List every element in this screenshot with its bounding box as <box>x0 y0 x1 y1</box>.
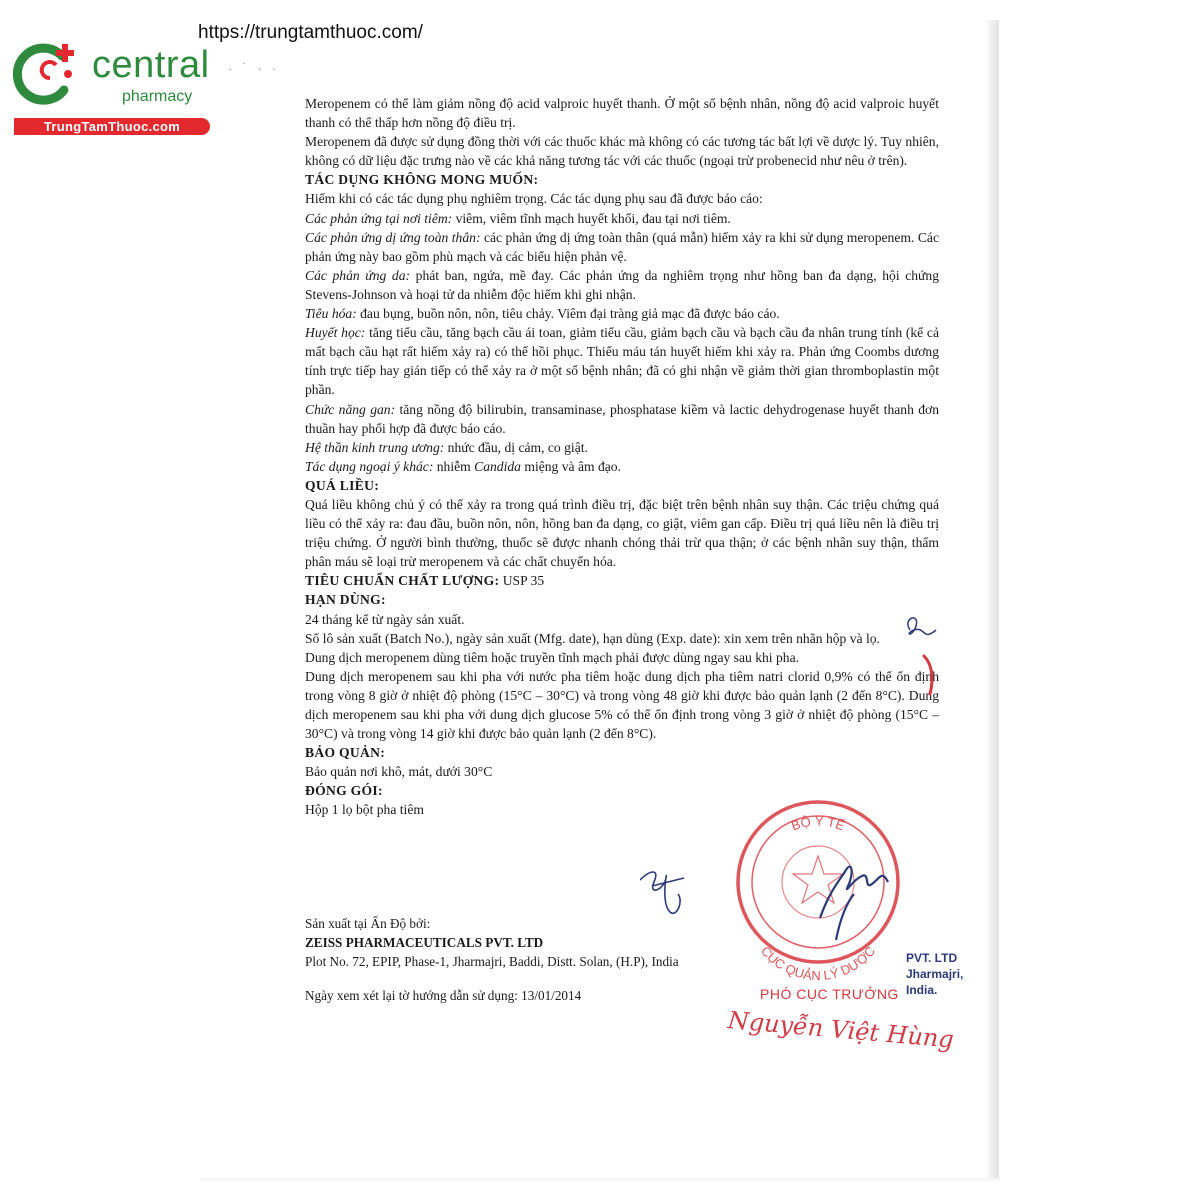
company-stamp-line-1: PVT. LTD <box>906 951 958 965</box>
official-name-signature: Nguyễn Việt Hùng <box>726 1006 955 1054</box>
quality-value: USP 35 <box>499 573 545 589</box>
paragraph-interactions: Meropenem đã được sử dụng đồng thời với các thuốc khác mà không có các tương tác bất lợi về dược lý. Tuy nhiên, không có dữ liệu đặc trưng nào về các khả năng tương tác với các thuốc (ngoại trừ probenecid như nêu ở trên). <box>305 134 939 169</box>
adverse-other <box>305 457 939 476</box>
company-stamp <box>906 950 963 998</box>
paragraph-valproic: Meropenem có thể làm giảm nồng độ acid valproic huyết thanh. Ở một số bệnh nhân, nồng độ acid valproic huyết thanh có thể thấp hơn nồng độ điều trị. <box>305 96 939 131</box>
company-signature-icon <box>640 872 684 913</box>
adverse-hematology <box>305 323 939 399</box>
made-in-label: Sản xuất tại Ấn Độ bởi: <box>305 916 431 931</box>
adverse-systemic-label: Các phản ứng dị ứng toàn thân: <box>305 229 481 245</box>
manufacturer-address: Plot No. 72, EPIP, Phase-1, Jharmajri, Baddi, Distt. Solan, (H.P), India <box>305 954 679 969</box>
brand-subtitle: pharmacy <box>122 88 193 105</box>
adverse-other-label: Tác dụng ngoại ý khác: <box>305 458 434 474</box>
adverse-injection-label: Các phản ứng tại nơi tiêm: <box>305 210 453 226</box>
seal-bottom-text: CỤC QUẢN LÝ DƯỢC <box>757 943 879 984</box>
margin-initials-icon <box>896 608 956 698</box>
expiry-line-1: 24 tháng kể từ ngày sản xuất. <box>305 611 465 627</box>
overdose-text: Quá liều không chủ ý có thể xảy ra trong quá trình điều trị, đặc biệt trên bệnh nhân suy thận. Các triệu chứng quá liều có thể xảy ra: đau đầu, buồn nôn, nôn, hồng ban đa dạng, co giật, viêm gan cấp. Điều trị quá liều nên là điều trị triệu chứng. Ở người bình thường, thuốc sẽ được nhanh chóng thải trừ qua thận; ở các bệnh nhân suy thận, thẩm phân máu sẽ loại trừ meropenem và các chất chuyển hóa. <box>305 496 939 570</box>
adverse-other-text-b: miệng và âm đạo. <box>520 458 622 474</box>
adverse-gastro <box>305 304 939 323</box>
quality-standard <box>305 571 939 590</box>
seal-top-text: BỘ Y TẾ <box>789 813 847 834</box>
expiry-line-2: Số lô sản xuất (Batch No.), ngày sản xuất (Mfg. date), hạn dùng (Exp. date): xin xem trên nhãn hộp và lọ. <box>305 630 880 646</box>
page-edge-shadow <box>985 20 999 1180</box>
adverse-cns-label: Hệ thần kinh trung ương: <box>305 439 445 455</box>
heading-adverse-effects: TÁC DỤNG KHÔNG MONG MUỐN: <box>305 172 539 188</box>
manufacturer-name: ZEISS PHARMACEUTICALS PVT. LTD <box>305 935 544 950</box>
heading-overdose: QUÁ LIỀU: <box>305 477 380 493</box>
expiry-line-3: Dung dịch meropenem dùng tiêm hoặc truyền tĩnh mạch phải được dùng ngay sau khi pha. <box>305 649 799 665</box>
brand-banner: TrungTamThuoc.com <box>14 118 210 135</box>
brand-name: central <box>92 44 210 86</box>
adverse-liver <box>305 400 939 438</box>
heading-quality: TIÊU CHUẨN CHẤT LƯỢNG: <box>305 573 500 589</box>
scan-noise: · ˙ · · <box>228 60 280 76</box>
adverse-other-text-a: nhiễm <box>433 458 475 474</box>
page-bottom-edge <box>200 1178 1000 1182</box>
packing-text: Hộp 1 lọ bột pha tiêm <box>305 802 424 818</box>
pharmacy-logo-icon <box>10 38 82 110</box>
company-stamp-line-2: Jharmajri, <box>906 967 964 981</box>
heading-expiry: HẠN DÙNG: <box>305 592 386 608</box>
adverse-injection-text: viêm, viêm tĩnh mạch huyết khối, đau tại nơi tiêm. <box>452 210 731 226</box>
svg-text:BỘ Y TẾ <box>789 814 847 834</box>
adverse-skin-text: phát ban, ngứa, mề đay. Các phản ứng da nghiêm trọng như hồng ban đa dạng, hội chứng Stevens-Johnson và hoại tử da nhiễm độc hiếm khi ghi nhận. <box>305 267 939 302</box>
adverse-hematology-label: Huyết học: <box>305 325 366 341</box>
adverse-systemic-allergy <box>305 228 939 266</box>
company-stamp-line-3: India. <box>906 983 938 997</box>
adverse-other-candida: Candida <box>474 458 521 474</box>
storage-text: Bảo quản nơi khô, mát, dưới 30°C <box>305 764 493 780</box>
leaflet-body <box>305 94 939 820</box>
expiry-line-4: Dung dịch meropenem sau khi pha với nước pha tiêm hoặc dung dịch pha tiêm natri clorid 0,9% có thể ổn định trong vòng 8 giờ ở nhiệt độ phòng (15°C – 30°C) và trong vòng 48 giờ khi được bảo quản lạnh (2 đến 8°C). Dung dịch meropenem sau khi pha với dung dịch glucose 5% có thể ổn định trong vòng 3 giờ ở nhiệt độ phòng (15°C – 30°C) và trong vòng 14 giờ khi được bảo quản lạnh (2 đến 8°C). <box>305 668 939 742</box>
adverse-cns <box>305 438 939 457</box>
heading-storage: BẢO QUẢN: <box>305 745 386 761</box>
review-date: Ngày xem xét lại tờ hướng dẫn sử dụng: 13/01/2014 <box>305 988 582 1003</box>
adverse-skin <box>305 266 939 304</box>
adverse-hematology-text: tăng tiểu cầu, tăng bạch cầu ái toan, giảm tiểu cầu, giảm bạch cầu và bạch cầu đa nhân trung tính (kể cả mất bạch cầu hạt rất hiếm xảy ra) có thể hồi phục. Thiếu máu tán huyết hiếm khi xảy ra. Phản ứng Coombs dương tính trực tiếp hay gián tiếp có thể xảy ra ở một số bệnh nhân; đã có ghi nhận về giảm thời gian thromboplastin một phần. <box>305 325 939 398</box>
adverse-systemic-text: các phản ứng dị ứng toàn thân (quá mẫn) hiếm xảy ra khi sử dụng meropenem. Các phản ứng này bao gồm phù mạch và các biểu hiện phản vệ. <box>305 229 939 264</box>
site-url[interactable]: https://trungtamthuoc.com/ <box>198 22 423 43</box>
adverse-skin-label: Các phản ứng da: <box>305 267 411 283</box>
adverse-injection-site <box>305 209 939 228</box>
adverse-intro: Hiếm khi có các tác dụng phụ nghiêm trọng. Các tác dụng phụ sau đã được báo cáo: <box>305 191 763 207</box>
adverse-liver-text: tăng nồng độ bilirubin, transaminase, phosphatase kiềm và lactic dehydrogenase huyết thanh đơn thuần hay phối hợp đã được báo cáo. <box>305 401 940 436</box>
heading-packing: ĐÓNG GÓI: <box>305 783 383 799</box>
adverse-cns-text: nhức đầu, dị cảm, co giật. <box>444 439 588 455</box>
adverse-gastro-label: Tiêu hóa: <box>305 306 357 322</box>
official-title: PHÓ CỤC TRƯỞNG <box>760 986 899 1002</box>
adverse-gastro-text: đau bụng, buồn nôn, nôn, tiêu chảy. Viêm đại tràng giả mạc đã được báo cáo. <box>356 306 780 322</box>
adverse-liver-label: Chức năng gan: <box>305 401 396 417</box>
